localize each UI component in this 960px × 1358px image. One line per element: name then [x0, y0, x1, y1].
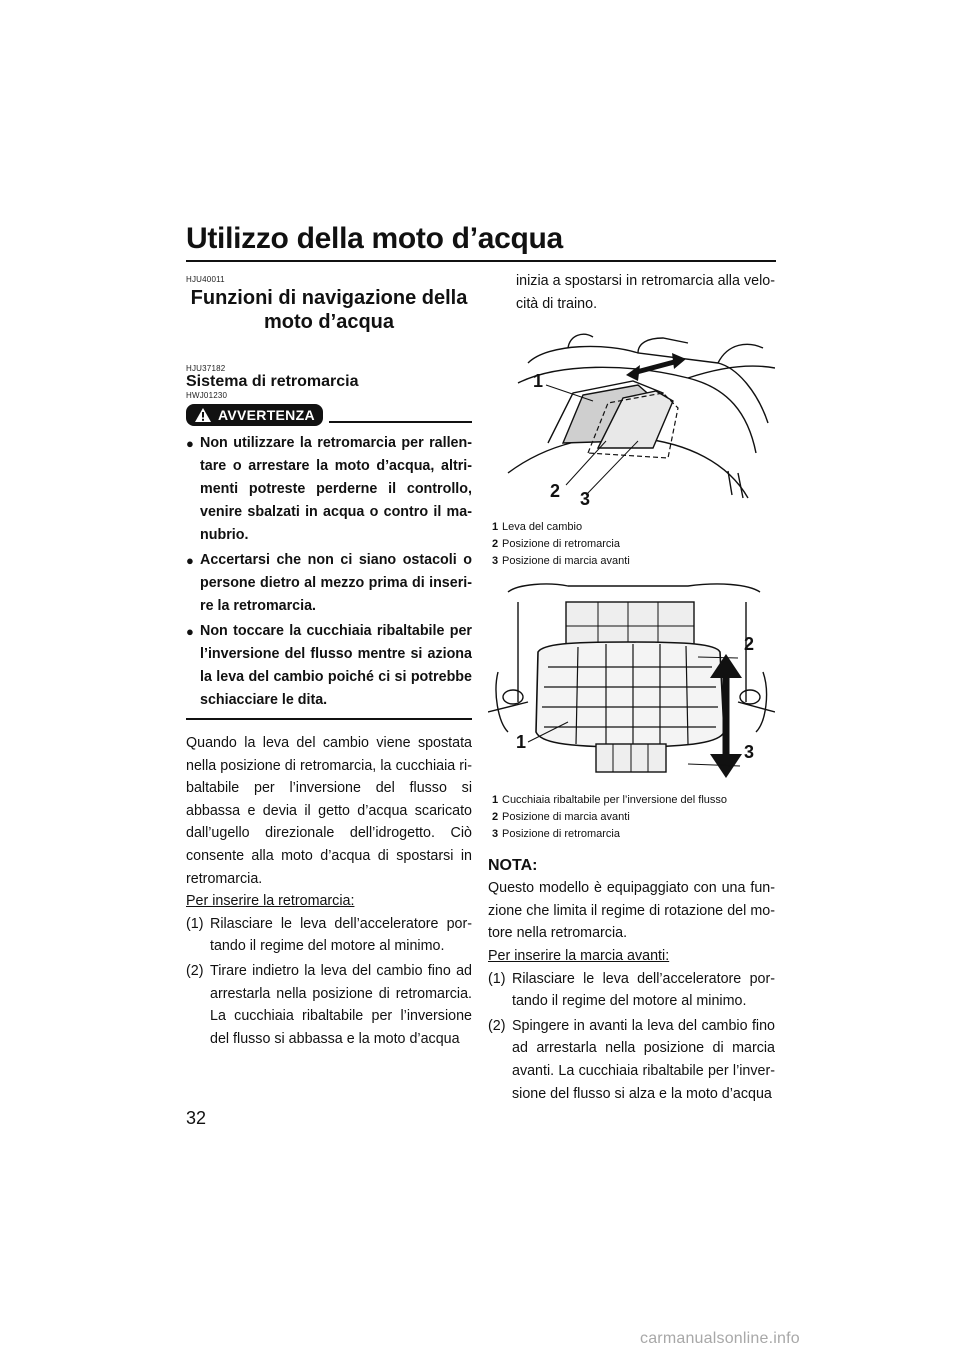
reverse-step	[186, 913, 472, 958]
subsection-code: HJU37182	[186, 364, 226, 373]
callout-label: 2	[550, 481, 561, 502]
callout-label: 1	[533, 371, 544, 392]
legend-item: 2 Posizione di marcia avanti	[492, 811, 630, 824]
intro-paragraph: Quando la leva del cambio viene spostata nella posizione di retromarcia, la cucchiaia ri-baltabile per l’inversione del flusso si abbassa e devia il getto d’acqua scaricato dall’ugello direzionale dell’idrogetto. Ciò consente alla moto d’acqua di spostarsi in retromarcia.	[186, 735, 472, 887]
warning-list	[186, 432, 472, 712]
figure-shift-lever	[488, 323, 775, 510]
forward-heading: Per inserire la marcia avanti:	[488, 947, 670, 964]
callout-label: 3	[744, 742, 755, 763]
legend-item: 2 Posizione di retromarcia	[492, 538, 620, 551]
section-title	[186, 286, 472, 334]
warning-item: ● Accertarsi che non ci siano ostacoli o persone dietro al mezzo prima di inseri-re la retromarcia.	[186, 549, 472, 618]
callout-label: 2	[744, 634, 755, 655]
right-column	[488, 270, 775, 1105]
warning-item: ● Non toccare la cucchiaia ribaltabile per l’inversione del flusso mentre si aziona la leva del cambio poiché ci si potrebbe schiacciare le dita.	[186, 620, 472, 712]
warning-badge	[186, 404, 323, 426]
figure-reverse-bucket	[488, 582, 775, 778]
reverse-heading: Per inserire la retromarcia:	[186, 893, 355, 910]
reverse-step-continuation: inizia a spostarsi in retromarcia alla velo-cità di traino.	[516, 273, 775, 312]
section-code: HJU40011	[186, 275, 225, 284]
watermark-link[interactable]: carmanualsonline.info	[640, 1330, 800, 1347]
step-text: Tirare indietro la leva del cambio fino ad arrestarla nella posizione di retromarcia. La cucchiaia ribaltabile per l’inversione del flusso si abbassa e la moto d’acqua	[210, 962, 472, 1047]
nota-title: NOTA:	[488, 857, 538, 875]
warning-code: HWJ01230	[186, 391, 228, 400]
bullet-icon: ●	[186, 436, 194, 451]
reverse-step	[186, 960, 472, 1050]
legend-item: 3 Posizione di retromarcia	[492, 828, 620, 841]
warning-label: AVVERTENZA	[218, 407, 315, 423]
section-title-line2: moto d’acqua	[263, 311, 394, 333]
warning-triangle-icon	[194, 407, 212, 423]
figure1-legend	[488, 519, 775, 570]
section-title-line1: Funzioni di navigazione della	[190, 287, 468, 309]
page-header-title: Utilizzo della moto d’acqua	[186, 222, 563, 255]
warning-end-rule	[186, 718, 472, 720]
legend-item: 1 Leva del cambio	[492, 521, 583, 534]
shift-lever-illustration	[488, 323, 775, 503]
callout-label: 1	[516, 732, 527, 753]
warning-item: ● Non utilizzare la retromarcia per rallen-tare o arrestare la moto d’acqua, altri-menti potreste perderne il controllo, venire sbalzati in acqua o contro il ma-nubrio.	[186, 432, 472, 547]
figure2-legend	[488, 792, 775, 843]
warning-rule	[329, 421, 472, 423]
subsection-title: Sistema di retromarcia	[186, 373, 359, 390]
step-number: (1)	[488, 970, 506, 987]
step-text: Rilasciare le leva dell’acceleratore por-tando il regime del motore al minimo.	[512, 970, 775, 1010]
page-number: 32	[186, 1108, 207, 1128]
step-number: (1)	[186, 915, 204, 932]
forward-step	[488, 968, 775, 1013]
warning-header	[186, 404, 472, 426]
step-number: (2)	[186, 962, 204, 979]
nota-text: Questo modello è equipaggiato con una fun-zione che limita il regime di rotazione del mo-tore nella retromarcia.	[488, 880, 775, 942]
header-rule	[186, 260, 776, 262]
legend-item: 1 Cucchiaia ribaltabile per l’inversione del flusso	[492, 794, 728, 807]
forward-step	[488, 1015, 775, 1105]
callout-label: 3	[580, 489, 591, 510]
legend-item: 3 Posizione di marcia avanti	[492, 555, 630, 568]
left-column	[186, 270, 472, 1050]
step-number: (2)	[488, 1017, 506, 1034]
bullet-icon: ●	[186, 624, 194, 639]
bullet-icon: ●	[186, 553, 194, 568]
step-text: Spingere in avanti la leva del cambio fino ad arrestarla nella posizione di marcia avanti. La cucchiaia ribaltabile per l’inver-sione del flusso si alza e la moto d’acqua	[512, 1017, 775, 1102]
step-text: Rilasciare le leva dell’acceleratore por-tando il regime del motore al minimo.	[210, 915, 472, 955]
reverse-bucket-illustration	[488, 582, 775, 778]
